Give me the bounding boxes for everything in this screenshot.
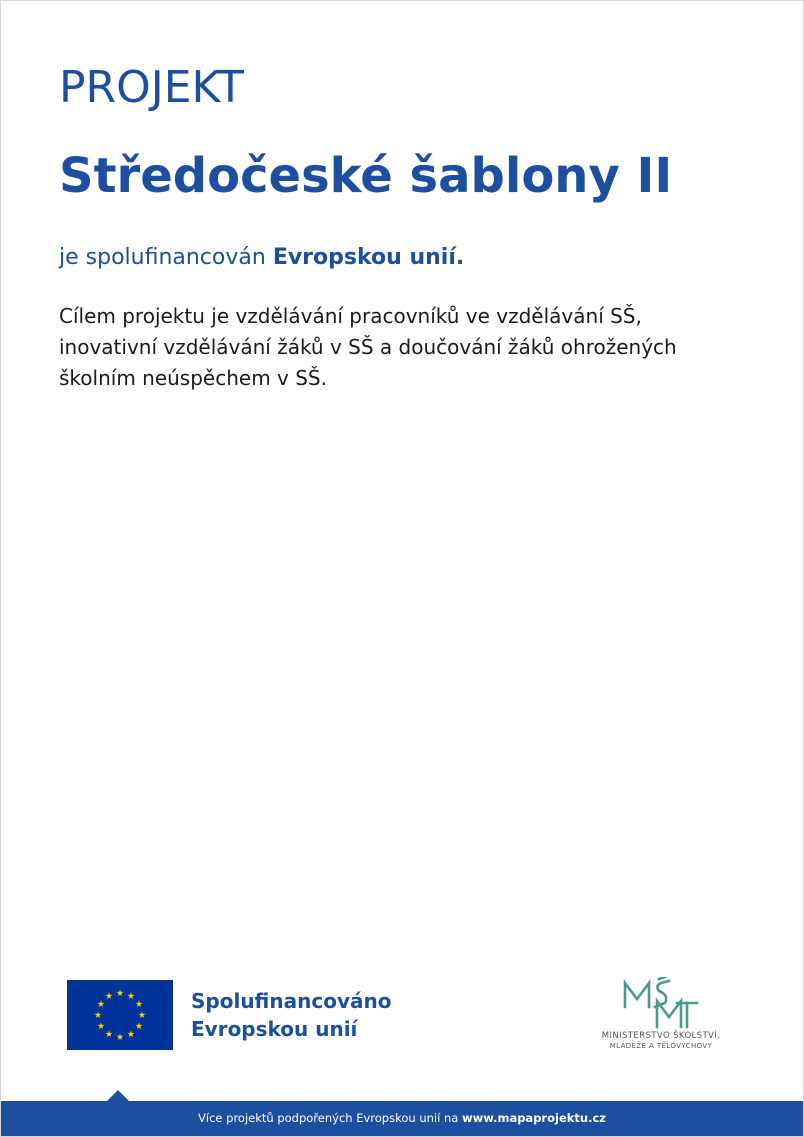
funding-statement (59, 245, 464, 271)
msmt-monogram-strokes (625, 977, 697, 1027)
eu-logo-line1: Spolufinancováno (191, 989, 392, 1013)
msmt-logo-line1: MINISTERSTVO ŠKOLSTVÍ, (601, 1031, 721, 1041)
eu-logo-line2: Evropskou unií (191, 1017, 358, 1041)
footer-text: Více projektů podpořených Evropskou unií na (198, 1111, 462, 1125)
footer-notch (107, 1090, 129, 1101)
description-line: Cílem projektu je vzdělávání pracovníků ve vzdělávání SŠ, (59, 304, 642, 328)
msmt-logo (581, 977, 741, 1050)
eu-cofunded-logo (67, 980, 391, 1050)
funding-statement-text: je spolufinancován (59, 245, 273, 270)
project-title: Středočeské šablony II (59, 148, 673, 204)
footer-link[interactable]: www.mapaprojektu.cz (461, 1111, 606, 1125)
project-description (59, 301, 739, 394)
description-line: inovativní vzdělávání žáků v SŠ a doučování žáků ohrožených (59, 335, 677, 359)
eu-flag-icon (67, 980, 173, 1050)
msmt-logo-line2: MLÁDEŽE A TĚLOVÝCHOVY (609, 1042, 713, 1050)
msmt-monogram-icon (621, 977, 701, 1029)
eu-logo-text (191, 987, 391, 1043)
footer-bar (1, 1101, 803, 1136)
project-label: PROJEKT (59, 62, 244, 113)
funding-statement-emphasis: Evropskou unií. (272, 245, 465, 270)
description-line: školním neúspěchem v SŠ. (59, 366, 327, 390)
